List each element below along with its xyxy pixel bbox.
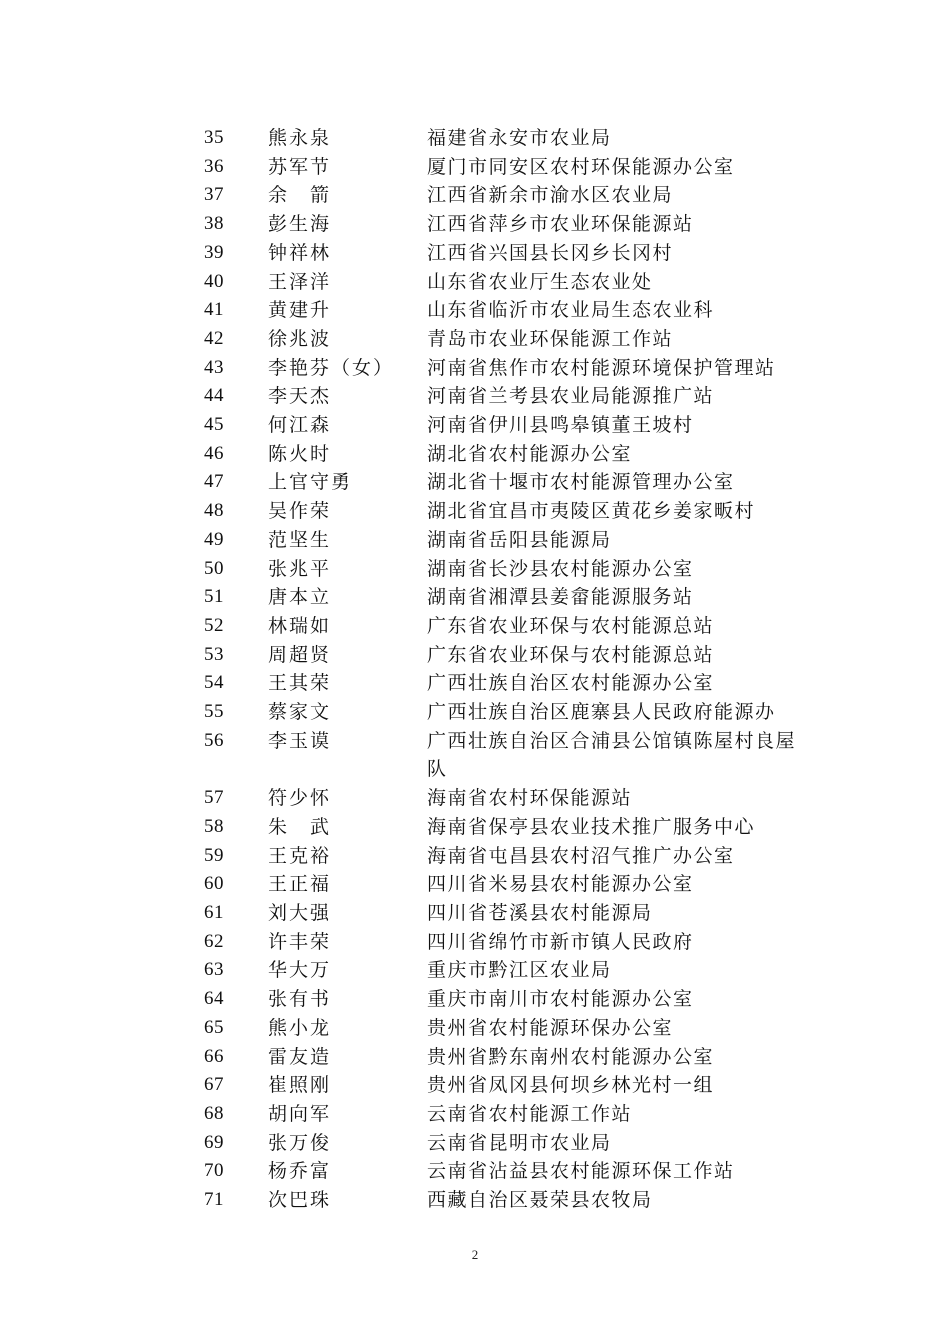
entry-name: 李艳芬（女）: [268, 356, 395, 379]
entry-organization: 厦门市同安区农村环保能源办公室: [427, 155, 735, 178]
entry-organization: 广西壮族自治区鹿寨县人民政府能源办: [427, 701, 776, 724]
entry-name: 钟祥林: [268, 241, 332, 264]
entry-name: 王泽洋: [268, 270, 332, 293]
entry-name: 徐兆波: [268, 327, 332, 350]
entry-name: 吴作荣: [268, 500, 332, 523]
entry-number: 48: [204, 500, 224, 522]
entry-number: 41: [204, 299, 224, 321]
list-item: [204, 124, 844, 153]
entry-organization: 海南省屯昌县农村沼气推广办公室: [427, 844, 735, 867]
list-item: [204, 1129, 844, 1158]
entry-organization: 广西壮族自治区农村能源办公室: [427, 672, 715, 695]
entry-organization: 湖南省长沙县农村能源办公室: [427, 557, 694, 580]
entry-name: 朱 武: [268, 815, 332, 838]
list-item: [204, 641, 844, 670]
list-item: [204, 526, 844, 555]
entry-name: 王其荣: [268, 672, 332, 695]
entry-name: 张万俊: [268, 1131, 332, 1154]
list-item: [204, 928, 844, 957]
entry-organization: 山东省临沂市农业局生态农业科: [427, 299, 715, 322]
list-item: [204, 468, 844, 497]
entry-number: 49: [204, 528, 224, 550]
entry-organization: 湖北省宜昌市夷陵区黄花乡姜家畈村: [427, 500, 756, 523]
list-item: [204, 239, 844, 268]
entry-organization: 江西省萍乡市农业环保能源站: [427, 213, 694, 236]
entry-organization: 云南省沾益县农村能源环保工作站: [427, 1160, 735, 1183]
list-item: [204, 1014, 844, 1043]
entry-name: 次巴珠: [268, 1189, 332, 1212]
entry-name: 王克裕: [268, 844, 332, 867]
entry-number: 60: [204, 873, 224, 895]
entry-number: 39: [204, 241, 224, 263]
entry-name: 张兆平: [268, 557, 332, 580]
entry-number: 51: [204, 586, 224, 608]
list-item: [204, 1186, 844, 1215]
list-item: [204, 899, 844, 928]
entry-number: 50: [204, 557, 224, 579]
entry-name: 黄建升: [268, 299, 332, 322]
entry-organization: 云南省昆明市农业局: [427, 1131, 612, 1154]
entry-number: 37: [204, 184, 224, 206]
list-item: [204, 153, 844, 182]
entry-organization: 湖南省岳阳县能源局: [427, 528, 612, 551]
entry-organization: 青岛市农业环保能源工作站: [427, 327, 674, 350]
list-item: [204, 842, 844, 871]
list-item: [204, 583, 844, 612]
entry-number: 38: [204, 213, 224, 235]
entry-number: 47: [204, 471, 224, 493]
entry-number: 42: [204, 327, 224, 349]
entry-name: 何江森: [268, 414, 332, 437]
list-item: [204, 669, 844, 698]
entry-organization: 湖南省湘潭县姜畲能源服务站: [427, 586, 694, 609]
entry-number: 55: [204, 701, 224, 723]
entry-name: 范坚生: [268, 528, 332, 551]
entry-name: 上官守勇: [268, 471, 353, 494]
entry-number: 58: [204, 815, 224, 837]
list-item: [204, 985, 844, 1014]
entry-organization: 湖北省农村能源办公室: [427, 442, 633, 465]
entry-name: 蔡家文: [268, 701, 332, 724]
entry-name: 张有书: [268, 988, 332, 1011]
list-item: [204, 1100, 844, 1129]
entry-organization: 山东省农业厅生态农业处: [427, 270, 653, 293]
entry-organization: 贵州省农村能源环保办公室: [427, 1016, 674, 1039]
entry-number: 66: [204, 1045, 224, 1067]
entry-organization: 海南省保亭县农业技术推广服务中心: [427, 815, 756, 838]
list-item: [204, 497, 844, 526]
entry-name: 杨乔富: [268, 1160, 332, 1183]
entry-number: 44: [204, 385, 224, 407]
entry-name: 符少怀: [268, 787, 332, 810]
entry-name: 熊小龙: [268, 1016, 332, 1039]
entry-name: 陈火时: [268, 442, 332, 465]
entry-name: 胡向军: [268, 1102, 332, 1125]
list-item: [204, 382, 844, 411]
entry-organization: 四川省苍溪县农村能源局: [427, 901, 653, 924]
list-item: [204, 1071, 844, 1100]
entry-name: 王正福: [268, 873, 332, 896]
list-item: [204, 870, 844, 899]
entry-name: 许丰荣: [268, 930, 332, 953]
entry-name: 熊永泉: [268, 127, 332, 149]
entry-number: 52: [204, 614, 224, 636]
list-item: [204, 296, 844, 325]
entry-name: 周超贤: [268, 643, 332, 666]
entry-number: 61: [204, 901, 224, 923]
list-item: [204, 411, 844, 440]
entry-organization: 广东省农业环保与农村能源总站: [427, 614, 715, 637]
entry-name: 余 箭: [268, 184, 332, 207]
entry-number: 68: [204, 1102, 224, 1124]
entry-number: 71: [204, 1189, 224, 1211]
list-item: [204, 727, 844, 784]
entry-number: 67: [204, 1074, 224, 1096]
entry-organization: 河南省伊川县鸣皋镇董王坡村: [427, 414, 694, 437]
entry-number: 43: [204, 356, 224, 378]
entry-name: 李天杰: [268, 385, 332, 408]
entry-organization: 广东省农业环保与农村能源总站: [427, 643, 715, 666]
entry-organization: 贵州省凤冈县何坝乡林光村一组: [427, 1074, 715, 1097]
list-item: [204, 784, 844, 813]
list-item: [204, 210, 844, 239]
entry-number: 62: [204, 930, 224, 952]
entry-number: 63: [204, 959, 224, 981]
entry-name: 李玉谟: [268, 729, 332, 752]
awardee-list: [204, 124, 844, 1215]
entry-organization: 福建省永安市农业局: [427, 127, 612, 149]
entry-number: 46: [204, 442, 224, 464]
entry-organization: 海南省农村环保能源站: [427, 787, 633, 810]
entry-number: 59: [204, 844, 224, 866]
entry-organization: 河南省兰考县农业局能源推广站: [427, 385, 715, 408]
entry-organization: 重庆市黔江区农业局: [427, 959, 612, 982]
entry-organization: 重庆市南川市农村能源办公室: [427, 988, 694, 1011]
entry-organization: 西藏自治区聂荣县农牧局: [427, 1189, 653, 1212]
entry-number: 65: [204, 1016, 224, 1038]
list-item: [204, 813, 844, 842]
entry-number: 40: [204, 270, 224, 292]
entry-organization: 贵州省黔东南州农村能源办公室: [427, 1045, 715, 1068]
list-item: [204, 698, 844, 727]
list-item: [204, 612, 844, 641]
entry-organization: 江西省新余市渝水区农业局: [427, 184, 674, 207]
entry-name: 唐本立: [268, 586, 332, 609]
list-item: [204, 1157, 844, 1186]
list-item: [204, 354, 844, 383]
entry-number: 53: [204, 643, 224, 665]
entry-organization: 河南省焦作市农村能源环境保护管理站: [427, 356, 776, 379]
entry-name: 刘大强: [268, 901, 332, 924]
entry-name: 华大万: [268, 959, 332, 982]
entry-number: 56: [204, 729, 224, 751]
entry-name: 林瑞如: [268, 614, 332, 637]
entry-organization: 湖北省十堰市农村能源管理办公室: [427, 471, 735, 494]
entry-number: 35: [204, 127, 224, 148]
entry-name: 彭生海: [268, 213, 332, 236]
entry-name: 崔照刚: [268, 1074, 332, 1097]
entry-organization: 云南省农村能源工作站: [427, 1102, 633, 1125]
entry-organization: 广西壮族自治区合浦县公馆镇陈屋村良屋队: [427, 729, 797, 781]
entry-number: 45: [204, 414, 224, 436]
list-item: [204, 555, 844, 584]
list-item: [204, 181, 844, 210]
page-number: 2: [471, 1247, 479, 1262]
entry-organization: 四川省米易县农村能源办公室: [427, 873, 694, 896]
list-item: [204, 325, 844, 354]
entry-number: 36: [204, 155, 224, 177]
entry-organization: 四川省绵竹市新市镇人民政府: [427, 930, 694, 953]
entry-number: 69: [204, 1131, 224, 1153]
list-item: [204, 956, 844, 985]
entry-name: 雷友造: [268, 1045, 332, 1068]
list-item: [204, 268, 844, 297]
entry-name: 苏军节: [268, 155, 332, 178]
list-item: [204, 1043, 844, 1072]
entry-organization: 江西省兴国县长冈乡长冈村: [427, 241, 674, 264]
entry-number: 70: [204, 1160, 224, 1182]
entry-number: 54: [204, 672, 224, 694]
entry-number: 57: [204, 787, 224, 809]
entry-number: 64: [204, 988, 224, 1010]
list-item: [204, 440, 844, 469]
